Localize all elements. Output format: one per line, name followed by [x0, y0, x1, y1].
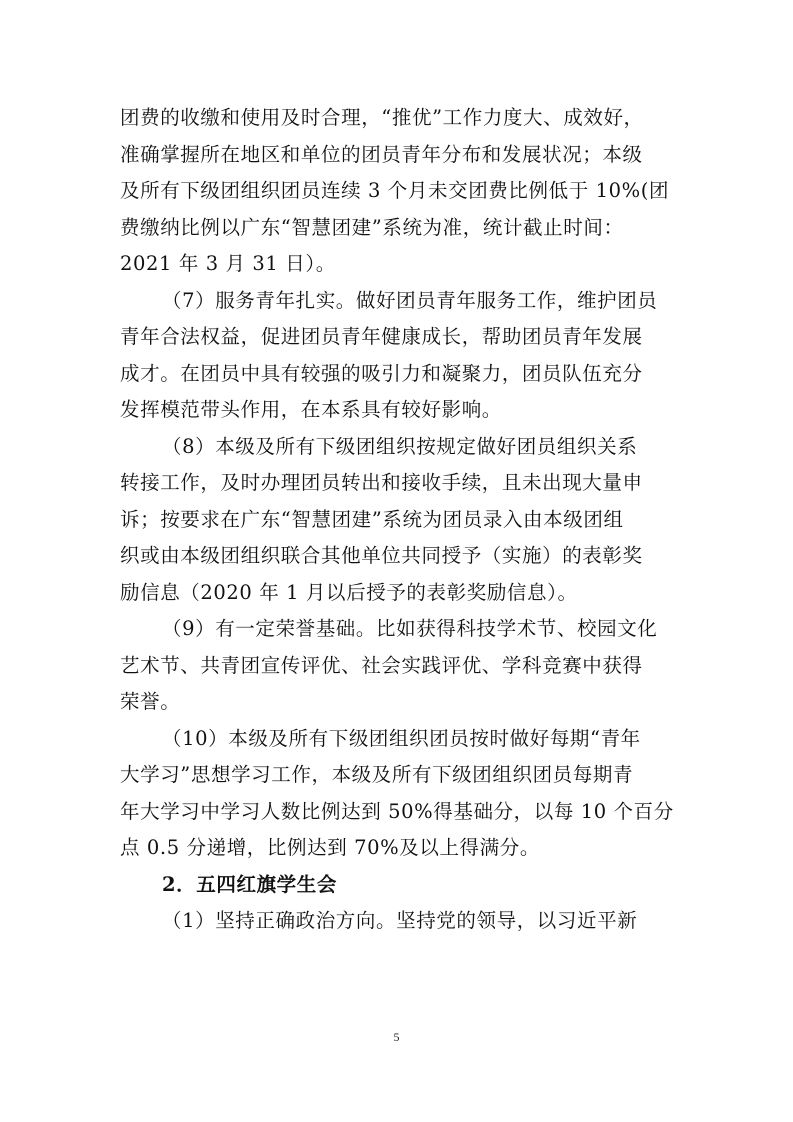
item-9-line: （9）有一定荣誉基础。比如获得科技学术节、校园文化	[162, 617, 658, 640]
item-8-line: 织或由本级团组织联合其他单位共同授予（实施）的表彰奖	[120, 544, 643, 567]
item-7-line: （7）服务青年扎实。做好团员青年服务工作，维护团员	[162, 288, 658, 312]
item-9-line: 艺术节、共青团宣传评优、社会实践评优、学科竞赛中获得	[120, 653, 643, 677]
item-10-line: 大学习”思想学习工作，本级及所有下级团组织团员每期青	[120, 763, 634, 786]
text-line: 及所有下级团组织团员连续 3 个月未交团费比例低于 10%(团	[120, 179, 670, 202]
item-9-line: 荣誉。	[120, 690, 181, 713]
item-10-line: 年大学习中学习人数比例达到 50%得基础分，以每 10 个百分	[120, 799, 674, 823]
text-line: 2021 年 3 月 31 日）。	[120, 252, 336, 275]
item-8-line: 转接工作，及时办理团员转出和接收手续，且未出现大量申	[120, 471, 643, 494]
text-line: 准确掌握所在地区和单位的团员青年分布和发展状况；本级	[120, 142, 643, 166]
page-number: 5	[393, 1030, 400, 1044]
item-1-line: （1）坚持正确政治方向。坚持党的领导，以习近平新	[162, 909, 638, 932]
section-heading: 2．五四红旗学生会	[162, 872, 337, 896]
item-7-line: 成才。在团员中具有较强的吸引力和凝聚力，团员队伍充分	[120, 361, 643, 385]
body-text	[120, 100, 680, 940]
item-8-line: 诉；按要求在广东“智慧团建”系统为团员录入由本级团组	[120, 507, 624, 531]
item-10-line: 点 0.5 分递增，比例达到 70%及以上得满分。	[120, 836, 540, 859]
item-7-line: 青年合法权益，促进团员青年健康成长，帮助团员青年发展	[120, 325, 643, 348]
item-8-line: 励信息（2020 年 1 月以后授予的表彰奖励信息）。	[120, 580, 578, 604]
text-line: 团费的收缴和使用及时合理，“推优”工作力度大、成效好，	[120, 106, 644, 129]
item-7-line: 发挥模范带头作用，在本系具有较好影响。	[120, 398, 502, 421]
item-10-line: （10）本级及所有下级团组织团员按时做好每期“青年	[162, 726, 641, 750]
text-line: 费缴纳比例以广东“智慧团建”系统为准，统计截止时间：	[120, 215, 624, 239]
item-8-line: （8）本级及所有下级团组织按规定做好团员组织关系	[162, 434, 638, 458]
